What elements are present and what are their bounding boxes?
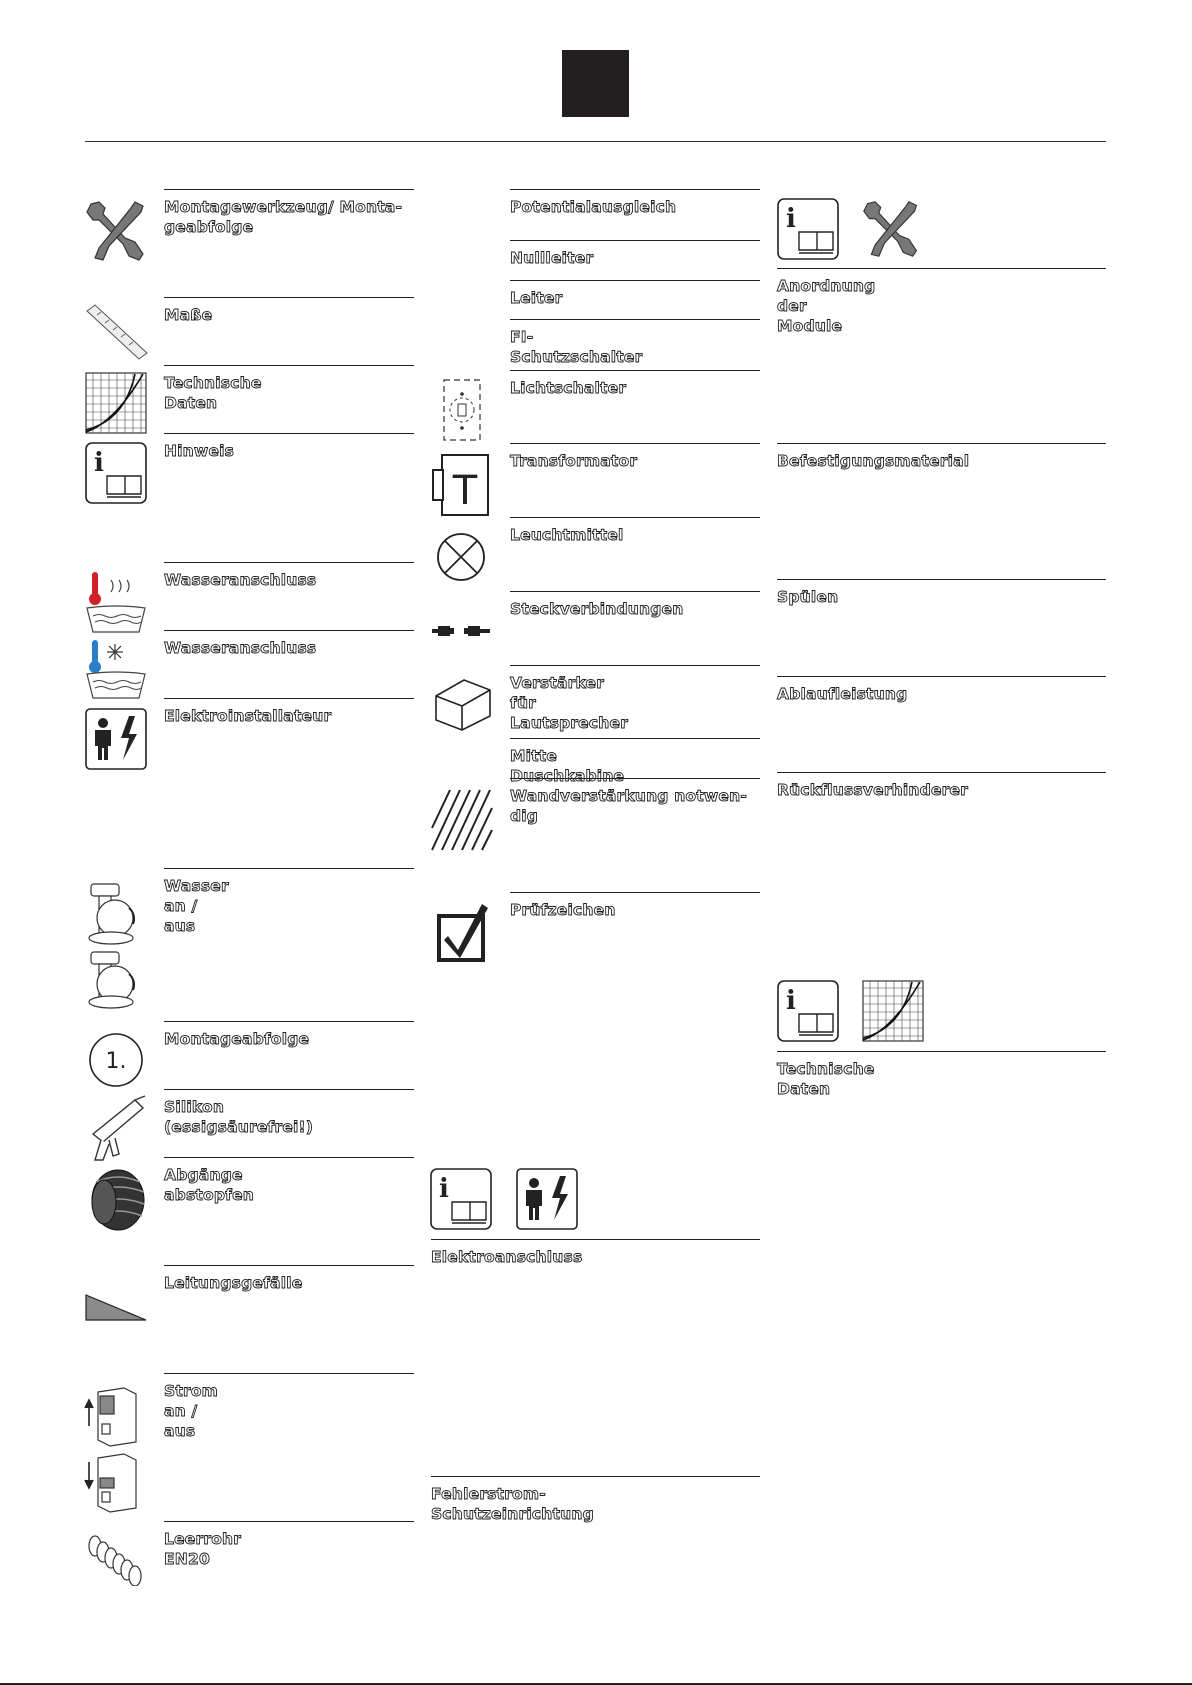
info-book-icon [777, 198, 839, 260]
svg-text:1.: 1. [105, 1049, 127, 1074]
hatch-icon [430, 788, 494, 852]
entry-label: Spülen [777, 588, 839, 606]
switch-icon [84, 1386, 140, 1516]
svg-text:i: i [94, 448, 104, 478]
entry-label: Silikon (essigsäurefrei!) [164, 1098, 314, 1136]
checkmark-icon [436, 900, 490, 964]
entry-label: Technische Daten [164, 374, 262, 412]
entry-label: Elektroinstallateur [164, 707, 332, 725]
entry-label: Mitte Duschkabine [510, 747, 625, 785]
entry-label: Leerrohr EN20 [164, 1530, 242, 1568]
entry-label: Hinweis [164, 442, 235, 460]
entry-label: Abgänge abstopfen [164, 1166, 255, 1204]
entry-label: Ablaufleistung [777, 685, 908, 703]
conduit-icon [85, 1534, 147, 1586]
entry-label: Elektroanschluss [431, 1248, 583, 1266]
entry-label: Steckverbindungen [510, 600, 684, 618]
info-book-icon [85, 442, 147, 504]
graph-icon [85, 372, 147, 434]
entry-label: Montagewerkzeug/ Monta- geabfolge [164, 198, 403, 236]
cold-water-icon [85, 638, 147, 700]
hot-water-icon [85, 570, 147, 634]
wrench-screwdriver-icon [85, 198, 149, 264]
step-number-icon [88, 1032, 144, 1088]
entry-label: Wasser an / aus [164, 877, 229, 935]
entry-label: Lichtschalter [510, 379, 627, 397]
lamp-icon [436, 532, 486, 582]
box-icon [434, 676, 492, 732]
slope-icon [85, 1294, 147, 1322]
entry-label: Strom an / aus [164, 1382, 219, 1440]
connector-icon [430, 624, 494, 638]
wrench-screwdriver-icon [860, 198, 924, 260]
entry-label: Nullleiter [510, 249, 594, 267]
entry-label: Leiter [510, 289, 563, 307]
entry-label: Wasseranschluss [164, 639, 317, 657]
header-color-square [562, 50, 629, 117]
entry-label: Montageabfolge [164, 1030, 310, 1048]
info-book-icon [430, 1168, 492, 1230]
svg-text:T: T [452, 468, 478, 514]
entry-label: Anordnung der Module [777, 277, 876, 335]
entry-label: Technische Daten [777, 1060, 875, 1098]
entry-label: Wasseranschluss [164, 571, 317, 589]
entry-label: Maße [164, 306, 213, 324]
light-switch-icon [442, 378, 482, 442]
silicone-gun-icon [83, 1094, 149, 1164]
entry-label: Rückflussverhinderer [777, 781, 969, 799]
entry-label: Wandverstärkung notwen- dig [510, 787, 747, 825]
tap-icon [85, 880, 147, 1010]
graph-icon [862, 980, 924, 1042]
entry-label: Verstärker für Lautsprecher [510, 674, 629, 732]
info-book-icon [777, 980, 839, 1042]
electrician-icon [85, 708, 147, 770]
electrician-icon [516, 1168, 578, 1230]
plug-icon [84, 1166, 146, 1232]
entry-label: Transformator [510, 452, 638, 470]
ruler-icon [85, 303, 149, 361]
svg-text:i: i [439, 1174, 449, 1204]
entry-label: Leuchtmittel [510, 526, 624, 544]
entry-label: Fehlerstrom-Schutzeinrichtung [431, 1485, 594, 1523]
transformer-icon [432, 454, 490, 516]
entry-label: Leitungsgefälle [164, 1274, 303, 1292]
entry-label: Befestigungsmaterial [777, 452, 970, 470]
entry-label: Prüfzeichen [510, 901, 616, 919]
entry-label: Potentialausgleich [510, 198, 677, 216]
svg-text:i: i [786, 986, 796, 1016]
header-rule [85, 141, 1106, 142]
entry-label: FI-Schutzschalter [510, 328, 643, 366]
svg-text:i: i [786, 204, 796, 234]
